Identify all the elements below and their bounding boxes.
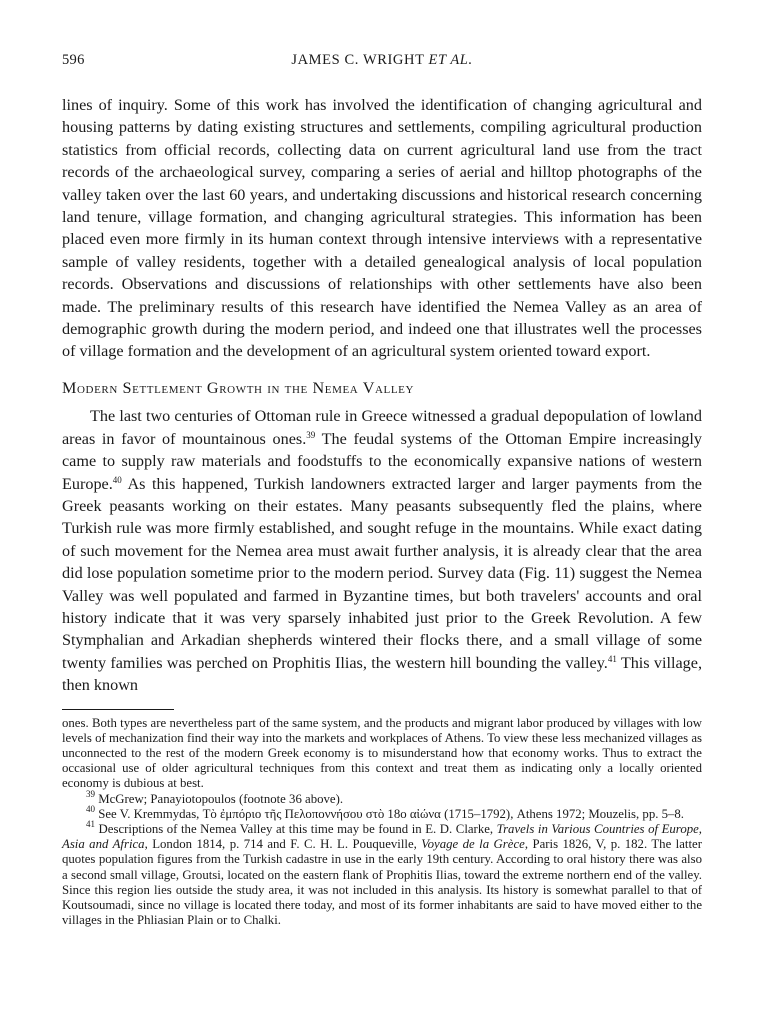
footnote-title: Travels in Various Countries of Europe, Asia and Africa [62,821,702,852]
section-heading: Modern Settlement Growth in the Nemea Valley [62,378,415,397]
para-text: The last two centuries of Ottoman rule in Greece witnessed a gradual depopulation of lowland areas in favor of mountainous ones. [62,407,702,448]
footnote-39 [62,788,702,807]
footnote-ref-41: 41 [607,653,617,664]
footnote-number: 39 [86,788,95,799]
body-text [62,94,702,697]
footnote-divider [62,709,174,710]
running-head [62,52,702,69]
paragraph-continued: lines of inquiry. Some of this work has involved the identification of changing agricultural and housing patterns by dating existing structures and settlements, compiling agricultural production statistics from official records, collecting data on current agricultural land use from the tract records of the archaeological survey, comparing a series of aerial and hilltop photographs of the valley taken over the last 60 years, and undertaking discussions and historical research concerning land tenure, village formation, and changing agricultural strategies. This information has been placed even more firmly in its human context through intensive interviews with a representative sample of valley residents, together with a detailed genealogical analysis of local population records. Observations and discussions of relationships with other settlements have also been made. The preliminary results of this research have identified the Nemea Valley as an area of demographic growth during the modern period, and indeed one that illustrates well the processes of village formation and the development of an agricultural system oriented toward export. [62,96,702,361]
running-header [62,52,702,74]
page [62,52,702,928]
para-text: The feudal systems of the Ottoman Empire increasingly came to supply raw materials and foodstuffs to the economically expansive nations of western Europe. [62,429,702,493]
running-head-author: JAMES C. WRIGHT [291,52,425,68]
footnote-text: See V. Kremmydas, Τὸ ἐμπόριο τῆς Πελοποννήσου στὸ 18ο αἰώνα (1715–1792), Athens 1972; Mouzelis, pp. 5–8. [95,806,685,821]
page-number: 596 [62,52,85,68]
footnote-ref-40: 40 [112,474,122,485]
para-text: As this happened, Turkish landowners extracted larger and larger payments from the Greek peasants working on their estates. Many peasants subsequently fled the plains, where Turkish rule was more firmly established, and sought refuge in the mountains. While exact dating of such movement for the Nemea area must await further analysis, it is already clear that the area did lose population sometime prior to the modern period. Survey data (Fig. 11) suggest the Nemea Valley was well populated and farmed in Byzantine times, but both travelers' accounts and oral history indicate that it was very sparsely inhabited just prior to the Greek Revolution. A few Stymphalian and Arkadian shepherds wintered their flocks there, and a small village of some twenty families was perched on Prophitis Ilias, the western hill bounding the valley. [62,474,702,672]
footnotes [62,716,702,929]
footnote-number: 40 [86,803,95,814]
footnote-title: Voyage de la Grèce [421,837,525,852]
paragraph-settlement-growth [62,405,702,696]
para-text: This village, then known [62,653,702,695]
footnote-41 [62,818,702,928]
footnote-text: , Paris 1826, V, p. 182. The latter quotes population figures from the Turkish cadastre in use in the early 19th century. According to oral history there was also a second small village, Groutsi, located on the eastern flank of Prophitis Ilias, toward the extreme northern end of the valley. Since this region lies outside the study area, it was not included in this analysis. Its history is somewhat parallel to that of Koutsoumadi, since no village is located there today, and most of its former inhabitants are said to have moved either to the villages in the Phliasian Plain or to Chalki. [62,837,702,928]
footnote-text: McGrew; Panayiotopoulos (footnote 36 above). [95,791,344,806]
footnote-text: Descriptions of the Nemea Valley at this time may be found in E. D. Clarke, [95,821,497,836]
footnote-text: , London 1814, p. 714 and F. C. H. L. Pouqueville, [144,837,422,852]
footnote-number: 41 [86,818,95,829]
footnote-ref-39: 39 [306,429,316,440]
footnote-continued: ones. Both types are nevertheless part of the same system, and the products and migrant labor produced by villages with low levels of mechanization find their way into the markets and workplaces of Athens. To view these less mechanized villages as unconnected to the rest of the modern Greek economy is to misunderstand how that economy works. Thus to extract the occasional use of older agricultural techniques from this context and treat them as indicating only a locally oriented economy is dubious at best. [62,715,702,791]
footnote-40 [62,803,702,822]
running-head-et-al: ET AL. [428,52,473,68]
